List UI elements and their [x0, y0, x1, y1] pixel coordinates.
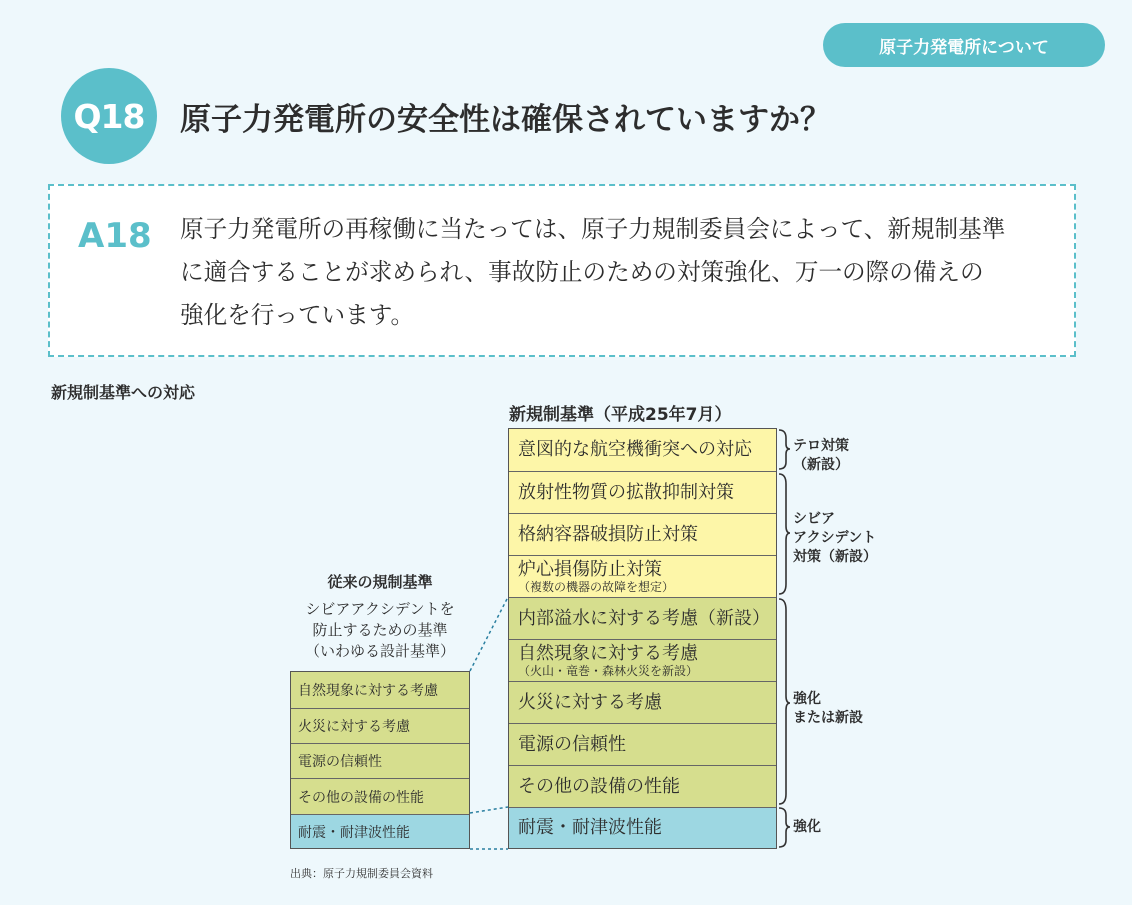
old-standard-description: シビアアクシデントを 防止するための基準 （いわゆる設計基準） — [304, 600, 455, 660]
category-tag-button[interactable]: 原子力発電所について — [823, 23, 1105, 67]
source-note: 出典：原子力規制委員会資料 — [290, 867, 433, 880]
new-standard-item: 放射性物質の拡散抑制対策 — [509, 471, 776, 513]
old-standard-title: 従来の規制基準 — [327, 573, 433, 591]
bracket-label-reinforce: 強化 — [793, 819, 821, 835]
old-standard-item: 火災に対する考慮 — [291, 708, 469, 743]
answer-line: 強化を行っています。 — [180, 301, 415, 329]
brace-terror — [779, 430, 790, 469]
new-standard-item: 自然現象に対する考慮 （火山・竜巻・森林火災を新設） — [509, 639, 776, 681]
diagram-section-title: 新規制基準への対応 — [51, 383, 196, 402]
new-standard-item: 内部溢水に対する考慮（新設） — [509, 597, 776, 639]
new-standard-item: 火災に対する考慮 — [509, 681, 776, 723]
new-standard-item: 電源の信頼性 — [509, 723, 776, 765]
connector-line-middle — [470, 807, 508, 813]
answer-line: に適合することが求められ、事故防止のための対策強化、万一の際の備えの — [180, 258, 984, 286]
question-title: 原子力発電所の安全性は確保されていますか？ — [180, 102, 831, 138]
bracket-label-reinforce-or-new: 強化 または新設 — [793, 691, 863, 726]
answer-line: 原子力発電所の再稼働に当たっては、原子力規制委員会によって、新規制基準 — [180, 215, 1006, 243]
connector-line-top — [470, 597, 508, 671]
old-standard-item: 耐震・耐津波性能 — [291, 814, 469, 848]
brace-reinforce-or-new — [779, 599, 790, 804]
brace-severe-accident — [779, 474, 790, 594]
new-standard-item: その他の設備の性能 — [509, 765, 776, 807]
new-standard-title: 新規制基準（平成25年7月） — [509, 405, 732, 425]
brace-reinforce — [779, 808, 790, 847]
bracket-label-severe-accident: シビア アクシデント 対策（新設） — [793, 511, 877, 565]
new-standard-item: 意図的な航空機衝突への対応 — [509, 429, 776, 471]
item-note: （複数の機器の故障を想定） — [518, 580, 675, 594]
answer-label: A18 — [78, 216, 152, 256]
new-standard-item: 炉心損傷防止対策 （複数の機器の故障を想定） — [509, 555, 776, 597]
new-standard-item: 耐震・耐津波性能 — [509, 807, 776, 848]
old-standard-item: 電源の信頼性 — [291, 743, 469, 778]
bracket-label-terror: テロ対策 （新設） — [793, 438, 849, 473]
old-standard-item: その他の設備の性能 — [291, 778, 469, 814]
question-number-badge: Q18 — [61, 68, 157, 164]
old-standard-item: 自然現象に対する考慮 — [291, 672, 469, 708]
item-note: （火山・竜巻・森林火災を新設） — [518, 664, 699, 678]
new-standard-item: 格納容器破損防止対策 — [509, 513, 776, 555]
